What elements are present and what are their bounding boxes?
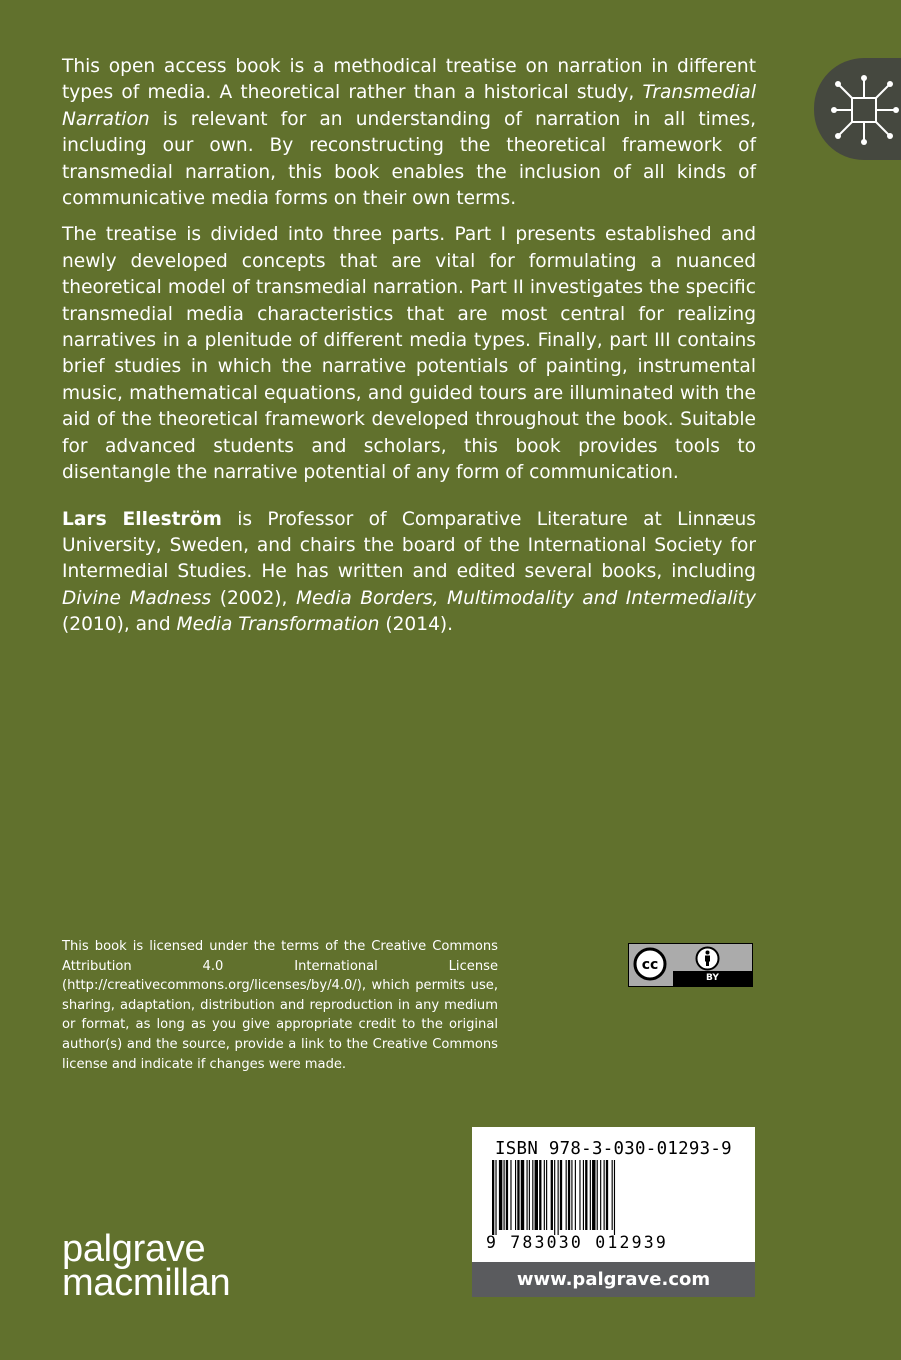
license-notice: This book is licensed under the terms of the Creative Commons Attribution 4.0 International License (http://creativecommons.org/licenses/by/4.0/), which permits use, sharing, adaptation, distribution and reproduction in any medium or format, as long as you give appropriate credit to the original author(s) and the source, provide a link to the Creative Commons license and indicate if changes were made. xyxy=(62,939,498,1072)
barcode-bar xyxy=(590,1160,591,1230)
barcode-bar xyxy=(515,1160,516,1230)
barcode-bar xyxy=(517,1160,519,1230)
barcode-bar xyxy=(604,1160,605,1230)
attribution-person-icon xyxy=(695,946,720,971)
barcode-bar xyxy=(551,1160,553,1230)
isbn-barcode xyxy=(472,1127,755,1297)
cc-label: cc xyxy=(641,957,659,973)
barcode-bar xyxy=(492,1160,494,1235)
barcode-bar xyxy=(575,1160,576,1230)
barcode-bar xyxy=(495,1160,496,1235)
barcode-bar xyxy=(571,1160,572,1230)
bio-text: is Professor of Comparative Literature at Linnæus University, Sweden, and chairs the board of the International Society for Intermedial Studies. He has written and edited several books, including xyxy=(62,508,756,583)
barcode-bar xyxy=(597,1160,598,1230)
book-title: Media Borders, Multimodality and Intermediality xyxy=(295,587,756,609)
blurb-paragraph-2: The treatise is divided into three parts. Part I presents established and newly developed concepts that are vital for formulating a nuanced theoretical model of transmedial narration. Part II investigates the specific transmedial media characteristics that are most central for realizing narratives in a plenitude of different media types. Finally, part III contains brief studies in which the narrative potentials of painting, instrumental music, mathematical equations, and guided tours are illuminated with the aid of the theoretical framework developed throughout the book. Suitable for advanced students and scholars, this book provides tools to disentangle the narrative potential of any form of communication. xyxy=(62,224,756,484)
barcode-bar xyxy=(600,1160,601,1230)
barcode-bar xyxy=(612,1160,613,1230)
cc-by-badge[interactable] xyxy=(628,943,753,987)
back-cover-blurb xyxy=(62,54,756,649)
barcode-bar xyxy=(566,1160,567,1230)
barcode-bar xyxy=(504,1160,505,1230)
publisher-logo xyxy=(62,1228,231,1304)
by-label: BY xyxy=(673,971,752,986)
author-bio xyxy=(62,507,756,639)
barcode-bar xyxy=(585,1160,587,1230)
creative-commons-icon xyxy=(629,944,673,985)
barcode-bar xyxy=(558,1160,559,1235)
barcode-bar xyxy=(583,1160,584,1230)
bio-text: (2002), xyxy=(211,587,296,609)
barcode-bar xyxy=(592,1160,595,1230)
network-node-icon xyxy=(826,72,901,148)
author-name: Lars Elleström xyxy=(62,508,222,530)
barcode-bar xyxy=(535,1160,538,1230)
blurb-text: is relevant for an understanding of narration in all times, including our own. By reconstructing the theoretical framework of transmedial narration, this book enables the inclusion of all kinds of communicative media forms on their own terms. xyxy=(62,108,756,210)
logo-line-1: palgrave xyxy=(62,1228,206,1270)
blurb-paragraph-1 xyxy=(62,54,756,212)
barcode-bar xyxy=(560,1160,562,1230)
open-access-badge xyxy=(814,58,901,160)
book-title: Divine Madness xyxy=(62,587,212,609)
barcode-bar xyxy=(546,1160,547,1230)
barcode-bar xyxy=(521,1160,524,1230)
logo-line-2: macmillan xyxy=(62,1262,231,1304)
book-title: Media Transformation xyxy=(176,614,380,636)
barcode-bar xyxy=(544,1160,545,1230)
barcode-bar xyxy=(499,1160,502,1230)
barcode-bar xyxy=(579,1160,580,1230)
barcode-bar xyxy=(614,1160,615,1235)
bio-text: (2014). xyxy=(379,614,454,636)
barcode-bar xyxy=(532,1160,533,1230)
bio-text: (2010), and xyxy=(62,614,177,636)
barcode-bars xyxy=(492,1160,736,1235)
book-title: Transmedial Narration xyxy=(62,82,756,130)
barcode-bar xyxy=(529,1160,530,1230)
barcode-digits: 9 783030 012939 xyxy=(486,1233,669,1252)
isbn-number: ISBN 978-3-030-01293-9 xyxy=(495,1139,732,1159)
barcode-bar xyxy=(606,1160,608,1230)
barcode-bar xyxy=(506,1160,508,1230)
barcode-bar xyxy=(510,1160,511,1230)
barcode-bar xyxy=(539,1160,541,1230)
blurb-text: This open access book is a methodical treatise on narration in different types of media. A theoretical rather than a historical study, xyxy=(62,56,756,104)
barcode-bar xyxy=(554,1160,555,1235)
barcode-bar xyxy=(527,1160,528,1230)
barcode-bar xyxy=(568,1160,570,1230)
publisher-url[interactable]: www.palgrave.com xyxy=(472,1262,755,1297)
